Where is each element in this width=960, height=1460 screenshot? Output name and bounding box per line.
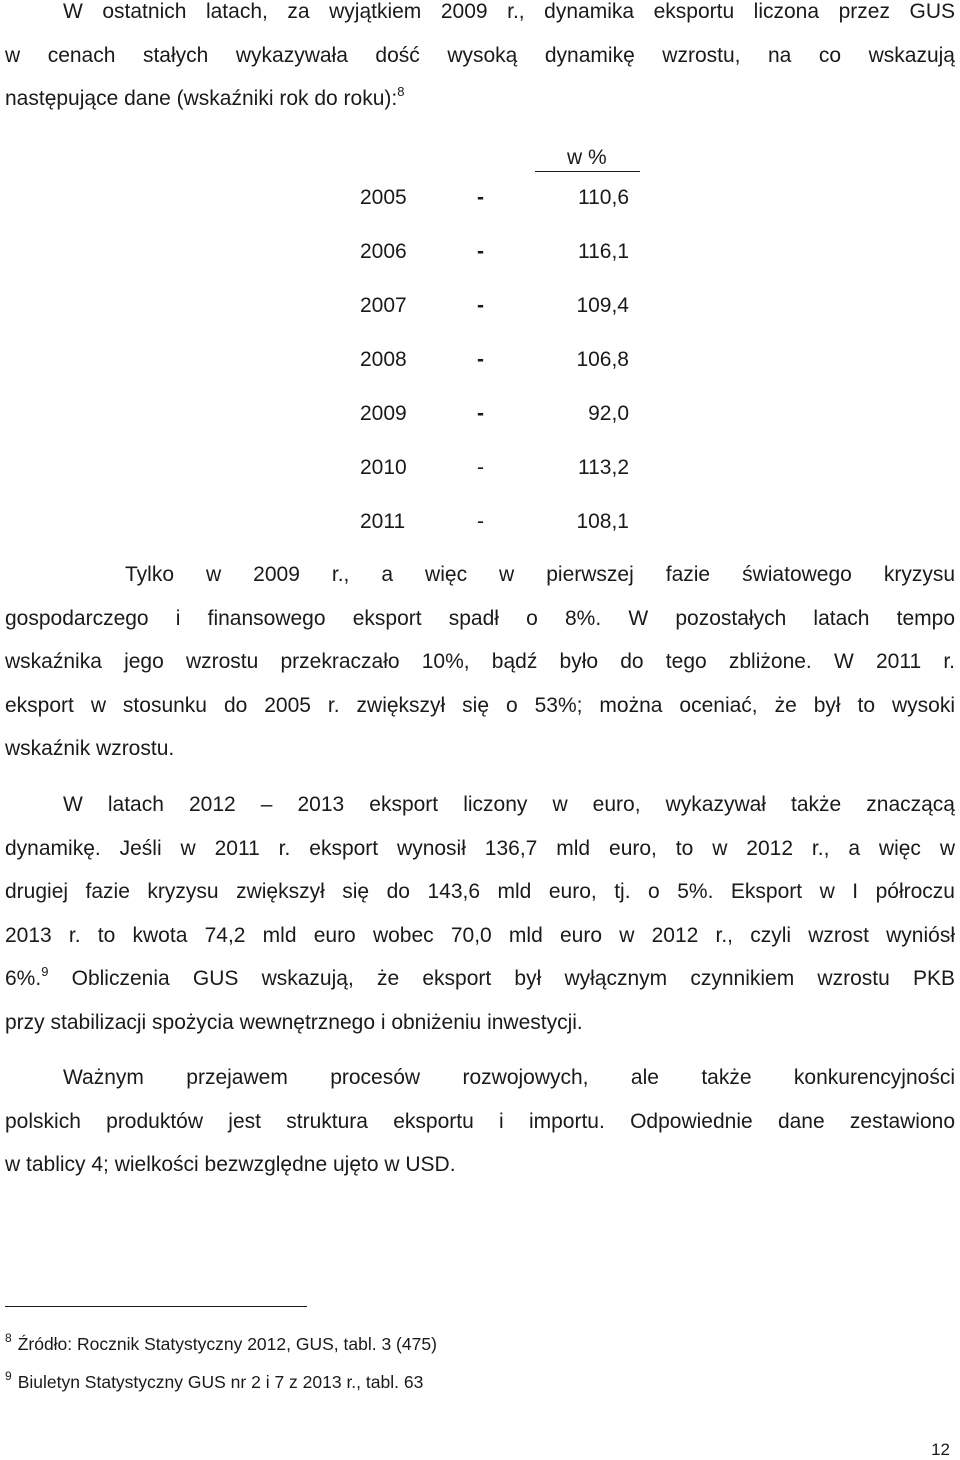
text-line: wskaźnik wzrostu. (5, 737, 175, 760)
separator-cell: - (477, 240, 484, 263)
value-cell: 106,8 (576, 348, 629, 371)
year-cell: 2010 (360, 456, 407, 479)
value-cell: 113,2 (578, 456, 629, 479)
footnote-separator (5, 1306, 307, 1307)
text-line: W ostatnich latach, za wyjątkiem 2009 r., dynamika eksportu liczona przez GUS (63, 0, 955, 23)
footnote-8 (5, 1331, 437, 1355)
text-line: w cenach stałych wykazywała dość wysoką dynamikę wzrostu, na co wskazują (5, 43, 955, 67)
separator-cell: - (477, 294, 484, 317)
value-cell: 116,1 (578, 240, 629, 263)
footnote-text: Źródło: Rocznik Statystyczny 2012, GUS, tabl. 3 (475) (17, 1334, 437, 1354)
separator-cell: - (477, 348, 484, 371)
table-row (355, 456, 635, 486)
paragraph-structure (5, 1056, 955, 1187)
footnote-ref: 9 (41, 964, 49, 979)
text-line: 2013 r. to kwota 74,2 mld euro wobec 70,0 mld euro w 2012 r., czyli wzrost wyniósł (5, 923, 955, 947)
paragraph-intro (5, 0, 955, 121)
year-cell: 2007 (360, 294, 407, 317)
text-line (5, 77, 955, 121)
text-line: W latach 2012 – 2013 eksport liczony w euro, wykazywał także znaczącą (63, 793, 955, 816)
text-fragment: Obliczenia GUS wskazują, że eksport był wyłącznym czynnikiem wzrostu PKB (71, 967, 955, 990)
value-cell: 92,0 (588, 402, 629, 425)
year-cell: 2006 (360, 240, 407, 263)
page-number: 12 (931, 1440, 950, 1459)
text-line: gospodarczego i finansowego eksport spadł o 8%. W pozostałych latach tempo (5, 606, 955, 630)
separator-cell: - (477, 456, 484, 479)
footnote-text: Biuletyn Statystyczny GUS nr 2 i 7 z 2013 r., tabl. 63 (17, 1372, 424, 1392)
text-line: drugiej fazie kryzysu zwiększył się do 143,6 mld euro, tj. o 5%. Eksport w I półroczu (5, 880, 955, 903)
text-line: przy stabilizacji spożycia wewnętrznego i obniżeniu inwestycji. (5, 1010, 583, 1034)
table-row (355, 186, 635, 216)
text-line: polskich produktów jest struktura eksportu i importu. Odpowiednie dane zestawiono (5, 1109, 955, 1133)
text-fragment: 6%. (5, 967, 42, 990)
text-line-content: następujące dane (wskaźniki rok do roku): (5, 87, 398, 110)
table-row (355, 510, 635, 540)
year-cell: 2011 (360, 510, 406, 533)
paragraph-2009 (5, 553, 955, 771)
text-line: dynamikę. Jeśli w 2011 r. eksport wynosił 136,7 mld euro, to w 2012 r., a więc w (5, 836, 955, 860)
text-line: wskaźnika jego wzrostu przekraczało 10%, bądź było do tego zbliżone. W 2011 r. (5, 650, 955, 673)
separator-cell: - (477, 510, 484, 533)
separator-cell: - (477, 186, 484, 209)
value-cell: 110,6 (578, 186, 629, 209)
footnote-9 (5, 1369, 424, 1393)
value-cell: 109,4 (576, 294, 629, 317)
year-cell: 2008 (360, 348, 407, 371)
footnote-number: 9 (5, 1369, 12, 1383)
text-line: Ważnym przejawem procesów rozwojowych, ale także konkurencyjności (63, 1066, 955, 1089)
text-line: eksport w stosunku do 2005 r. zwiększył się o 53%; można oceniać, że był to wysoki (5, 693, 955, 717)
table-row (355, 402, 635, 432)
value-cell: 108,1 (576, 510, 629, 533)
paragraph-euro-export (5, 783, 955, 1044)
separator-cell: - (477, 402, 484, 425)
text-line (5, 957, 955, 1001)
table-row (355, 348, 635, 378)
year-cell: 2005 (360, 186, 407, 209)
footnote-ref: 8 (397, 84, 405, 99)
year-cell: 2009 (360, 402, 407, 425)
table-row (355, 240, 635, 270)
footnote-number: 8 (5, 1331, 12, 1345)
text-line: w tablicy 4; wielkości bezwzględne ujęto w USD. (5, 1153, 456, 1176)
table-row (355, 294, 635, 324)
text-line: Tylko w 2009 r., a więc w pierwszej fazie światowego kryzysu (125, 563, 955, 586)
table-unit-header: w % (535, 146, 640, 172)
